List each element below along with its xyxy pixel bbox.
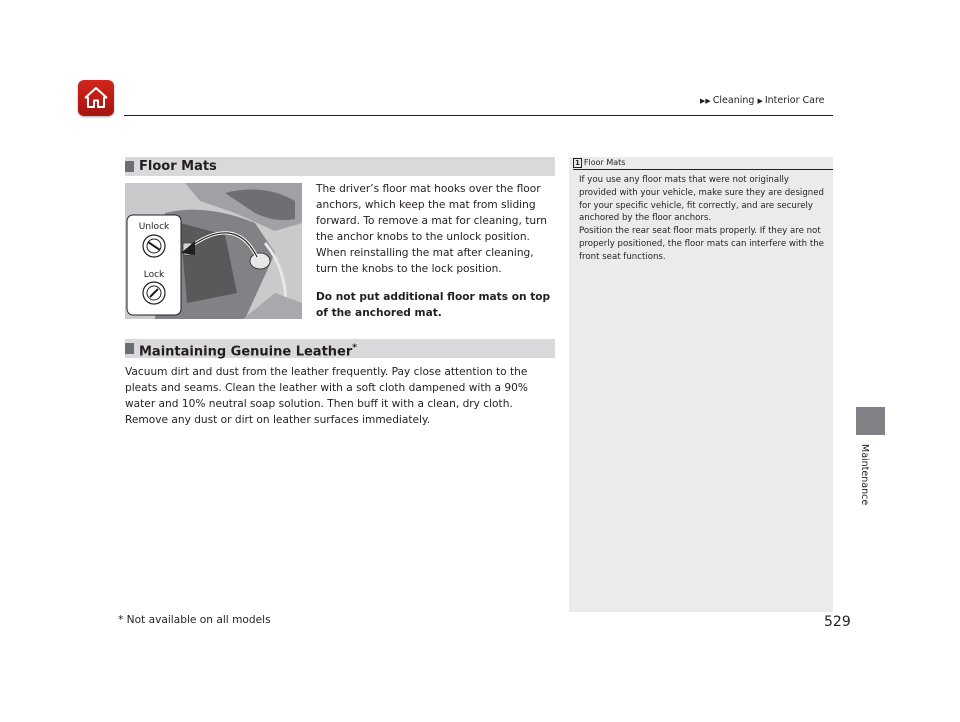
note-marker: 1: [575, 159, 580, 167]
note-title: [573, 158, 625, 167]
leather-heading-text: [139, 339, 357, 361]
breadcrumb-arrow-icon: ▶▶: [700, 97, 711, 105]
page-number: 529: [824, 614, 851, 630]
floor-mats-warning: Do not put additional floor mats on top of the anchored mat.: [316, 291, 551, 319]
unlock-label: Unlock: [138, 222, 170, 232]
floor-mats-body: The driver’s floor mat hooks over the floor anchors, which keep the mat from sliding forward. To remove a mat for cleaning, turn the anchor knobs to the unlock position. When reinstalling the mat after cleaning, turn the knobs to the lock position.: [316, 183, 547, 275]
heading-square-icon: [125, 343, 134, 354]
chapter-tab-marker[interactable]: [856, 407, 885, 435]
home-button[interactable]: [78, 80, 114, 116]
floor-mats-heading: [125, 157, 555, 176]
leather-heading: [125, 339, 555, 358]
note-divider: [573, 169, 833, 170]
home-icon: [84, 86, 108, 110]
chapter-tab-label[interactable]: Maintenance: [859, 444, 870, 506]
leather-asterisk: *: [352, 343, 357, 353]
leather-heading-label: Maintaining Genuine Leather: [139, 344, 353, 360]
heading-square-icon: [125, 161, 134, 172]
note-title-text: Floor Mats: [583, 158, 626, 167]
breadcrumb-item-interior-care[interactable]: Interior Care: [764, 95, 825, 106]
note-body: If you use any floor mats that were not originally provided with your vehicle, make sure they are designed for your specific vehicle, fit correctly, and are securely anchored by the floor anchors. Position the rear seat floor mats properly. If they are not properly positioned, the floor mats can interfere with the front seat functions.: [579, 175, 824, 262]
leather-body: Vacuum dirt and dust from the leather frequently. Pay close attention to the pleats and seams. Clean the leather with a soft cloth dampened with a 90% water and 10% neutral soap solution. Then buff it with a clean, dry cloth. Remove any dust or dirt on leather surfaces immediately.: [125, 366, 528, 426]
floor-mats-heading-text: Floor Mats: [139, 159, 217, 174]
footnote: * Not available on all models: [118, 614, 271, 626]
lock-label: Lock: [143, 270, 165, 280]
header-divider: [124, 115, 833, 116]
floor-mat-anchor-figure: [125, 183, 302, 319]
breadcrumb-item-cleaning[interactable]: Cleaning: [712, 95, 755, 106]
breadcrumb-arrow-icon: ▶: [757, 97, 763, 105]
breadcrumb: [700, 95, 825, 106]
